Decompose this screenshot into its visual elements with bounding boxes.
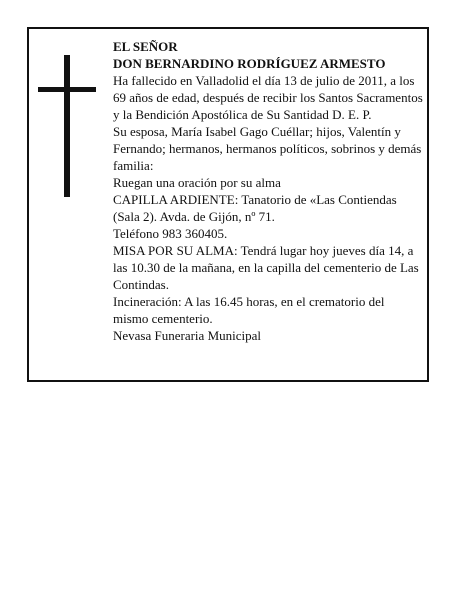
cross-horizontal-bar [38,87,96,92]
cross-icon [38,55,96,197]
family-list: Su esposa, María Isabel Gago Cuéllar; hijos, Valentín y Fernando; hermanos, hermanos políticos, sobrinos y demás familia: [113,124,422,173]
mass-info: MISA POR SU ALMA: Tendrá lugar hoy jueves día 14, a las 10.30 de la mañana, en la capilla del cementerio de Las Contindas. [113,243,419,292]
cremation-info: Incineración: A las 16.45 horas, en el crematorio del mismo cementerio. [113,294,385,326]
prayer-request: Ruegan una oración por su alma [113,175,281,190]
funeral-chapel-info: CAPILLA ARDIENTE: Tanatorio de «Las Contiendas (Sala 2). Avda. de Gijón, nº 71. [113,192,397,224]
cross-vertical-bar [64,55,70,197]
funeral-home: Nevasa Funeraria Municipal [113,328,262,343]
death-announcement: Ha fallecido en Valladolid el día 13 de julio de 2011, a los 69 años de edad, después de recibir los Santos Sacramentos y la Bendición Apostólica de Su Santidad D. E. P. [113,73,423,122]
phone-number: Teléfono 983 360405. [113,226,228,241]
title-line-1: EL SEÑOR [113,39,178,54]
obituary-text [113,38,423,344]
deceased-name: DON BERNARDINO RODRÍGUEZ ARMESTO [113,56,386,71]
